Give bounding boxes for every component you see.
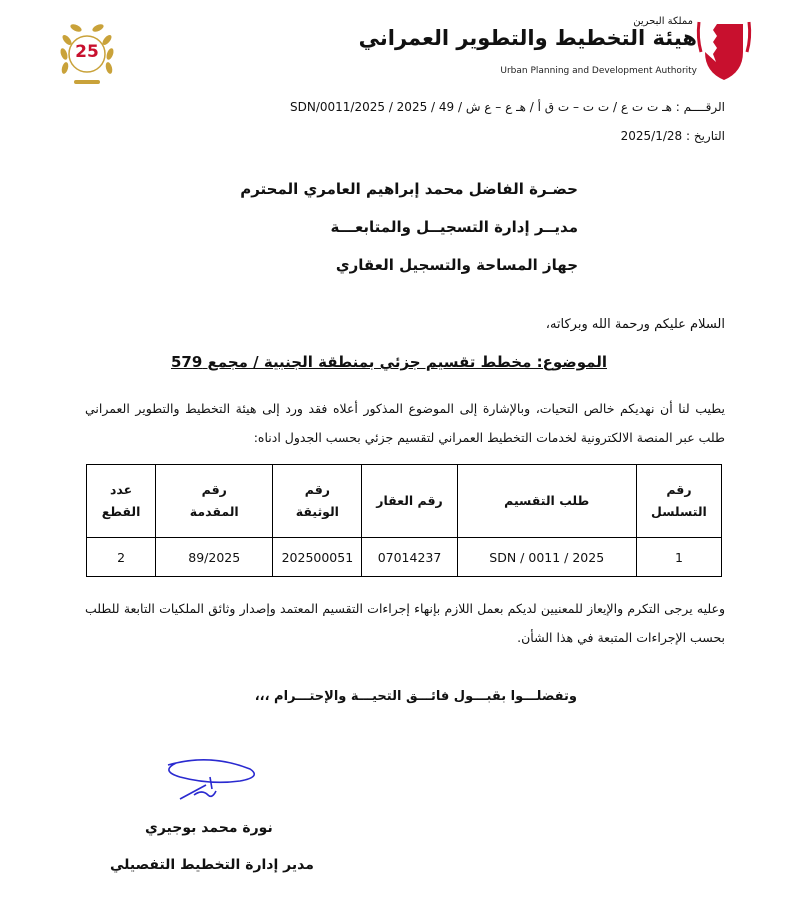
greeting: السلام عليكم ورحمة الله وبركاته، (545, 317, 725, 332)
header-subdivision-request: طلب التقسيم (457, 465, 636, 538)
authority-emblem (695, 18, 753, 82)
date-value: 2025/1/28 (620, 129, 683, 143)
date-line (621, 129, 725, 143)
cell-plot-count: 2 (87, 538, 156, 577)
reference-value: هـ ت ت ع / ت ت – ت ق أ / هـ ع – ع ش / 49 / 2025 / SDN/0011/2025 (290, 100, 672, 114)
intro-paragraph: يطيب لنا أن نهديكم خالص التحيات، وبالإشارة إلى الموضوع المذكور أعلاه فقد ورد إلى هيئة التخطيط والتطوير العمراني طلب عبر المنصة الالكترونية لخدمات التخطيط العمراني لتقسيم جزئي بحسب الجدول ادناه: (85, 401, 725, 445)
addressee-line-3: جهاز المساحة والتسجيل العقاري (335, 256, 578, 274)
header-serial: رقم التسلسل (636, 465, 721, 538)
signatory-title: مدير إدارة التخطيط التفصيلي (110, 857, 314, 873)
subject-line: الموضوع: مخطط تقسيم جزئي بمنطقة الجنبية / مجمع 579 (170, 353, 607, 371)
signatory-name: نورة محمد بوجيري (145, 820, 273, 836)
handwritten-signature (150, 755, 270, 810)
table-header-row (87, 465, 722, 538)
addressee-line-2: مديــر إدارة التسجيــل والمتابعـــة (330, 218, 578, 236)
header-property-number: رقم العقار (362, 465, 457, 538)
subdivision-table (86, 464, 722, 577)
cell-subdivision-request: SDN / 0011 / 2025 (457, 538, 636, 577)
anniversary-number: 25 (75, 42, 99, 62)
cell-property-number: 07014237 (362, 538, 457, 577)
reference-label: الرقــــم : (675, 100, 725, 114)
reference-line (290, 100, 725, 114)
closing-salutation: وتفضلـــوا بقبـــول فائـــق التحيـــة والإحتـــرام ،،، (254, 689, 577, 704)
authority-name-en: Urban Planning and Development Authority (500, 66, 697, 76)
header-plot-count: عدد القطع (87, 465, 156, 538)
header-document-number: رقم الوثيقة (273, 465, 362, 538)
closing-paragraph: وعليه يرجى التكرم والإيعاز للمعنيين لديكم بعمل اللازم بإنهاء إجراءات التقسيم المعتمد وإصدار وثائق الملكيات التابعة للطلب بحسب الإجراءات المتبعة في هذا الشأن. (85, 601, 725, 645)
kingdom-label: مملكة البحرين (633, 16, 693, 27)
addressee-line-1: حضـرة الفاضل محمد إبراهيم العامري المحترم (240, 180, 578, 198)
authority-name-ar: هيئة التخطيط والتطوير العمراني (358, 26, 697, 50)
cell-serial: 1 (636, 538, 721, 577)
cell-applicant-number: 89/2025 (156, 538, 273, 577)
date-label: التاريخ : (685, 129, 725, 143)
table-row (87, 538, 722, 577)
header-applicant-number: رقم المقدمة (156, 465, 273, 538)
anniversary-logo (56, 14, 118, 94)
cell-document-number: 202500051 (273, 538, 362, 577)
